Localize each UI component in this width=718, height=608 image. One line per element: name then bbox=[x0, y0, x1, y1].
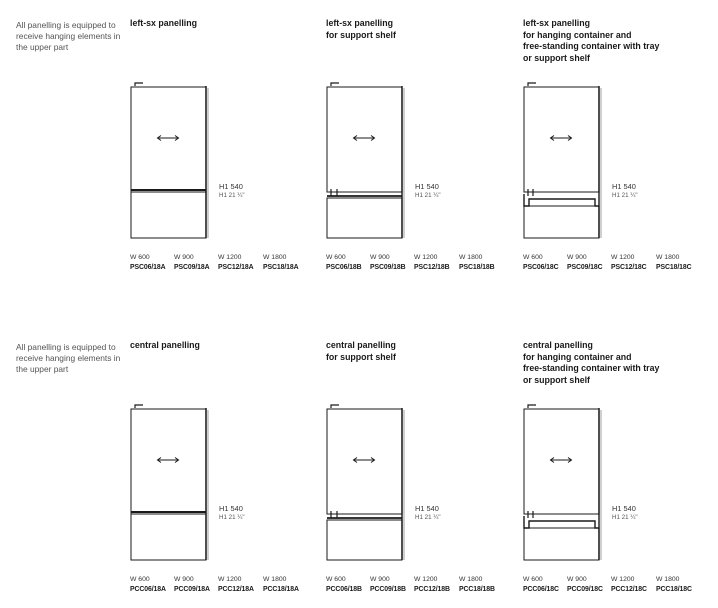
height-metric: H1 540 bbox=[415, 182, 439, 191]
product-code: PCC06/18B bbox=[326, 586, 362, 593]
width-label: W 600 bbox=[523, 576, 543, 583]
section-note: All panelling is equipped to receive hanging elements in the upper part bbox=[16, 342, 121, 374]
tray-outline bbox=[524, 194, 599, 206]
top-hook bbox=[528, 83, 536, 86]
tray-outline bbox=[524, 516, 599, 528]
height-label bbox=[612, 182, 638, 200]
width-label: W 1800 bbox=[263, 576, 287, 583]
height-metric: H1 540 bbox=[415, 504, 439, 513]
product-code: PCC09/18A bbox=[174, 586, 210, 593]
upper-panel bbox=[131, 409, 206, 514]
section-note: All panelling is equipped to receive hanging elements in the upper part bbox=[16, 20, 121, 52]
width-label: W 600 bbox=[326, 254, 346, 261]
panel-title: central panelling for hanging container and free-standing container with tray or support shelf bbox=[523, 340, 660, 385]
width-label: W 1200 bbox=[218, 254, 242, 261]
panel-title: left-sx panelling bbox=[130, 18, 197, 28]
top-hook bbox=[135, 83, 143, 86]
width-label: W 900 bbox=[174, 254, 194, 261]
upper-panel bbox=[327, 409, 402, 514]
product-code: PCC18/18A bbox=[263, 586, 299, 593]
height-label bbox=[415, 504, 441, 522]
width-label: W 1800 bbox=[656, 254, 680, 261]
height-metric: H1 540 bbox=[219, 182, 243, 191]
upper-panel bbox=[327, 87, 402, 192]
height-label bbox=[612, 504, 638, 522]
product-code: PCC12/18C bbox=[611, 586, 647, 593]
height-imperial: H1 21 ¼" bbox=[415, 192, 441, 199]
product-code: PSC09/18B bbox=[370, 264, 406, 271]
width-label: W 900 bbox=[567, 576, 587, 583]
lower-panel bbox=[131, 192, 206, 238]
product-code: PCC18/18C bbox=[656, 586, 692, 593]
lower-panel bbox=[327, 520, 402, 560]
lower-panel bbox=[524, 206, 599, 238]
height-label bbox=[415, 182, 441, 200]
product-code: PCC12/18A bbox=[218, 586, 254, 593]
product-code: PCC09/18B bbox=[370, 586, 406, 593]
panel-title: left-sx panelling for support shelf bbox=[326, 18, 396, 40]
height-metric: H1 540 bbox=[612, 504, 636, 513]
height-label bbox=[219, 504, 245, 522]
height-imperial: H1 21 ¼" bbox=[219, 192, 245, 199]
width-label: W 900 bbox=[370, 576, 390, 583]
width-label: W 1200 bbox=[414, 254, 438, 261]
width-label: W 1800 bbox=[656, 576, 680, 583]
product-code: PSC06/18B bbox=[326, 264, 362, 271]
product-code: PSC09/18A bbox=[174, 264, 210, 271]
panel-drawing bbox=[523, 82, 605, 242]
lower-panel bbox=[524, 528, 599, 560]
height-metric: H1 540 bbox=[219, 504, 243, 513]
product-code: PSC18/18B bbox=[459, 264, 495, 271]
width-label: W 900 bbox=[370, 254, 390, 261]
width-label: W 1800 bbox=[263, 254, 287, 261]
product-code: PCC06/18C bbox=[523, 586, 559, 593]
product-code: PSC12/18B bbox=[414, 264, 450, 271]
panel-drawing bbox=[130, 82, 212, 242]
width-label: W 1200 bbox=[414, 576, 438, 583]
panel-drawing bbox=[130, 404, 212, 564]
product-code: PCC09/18C bbox=[567, 586, 603, 593]
lower-panel bbox=[327, 198, 402, 238]
height-imperial: H1 21 ¼" bbox=[219, 514, 245, 521]
height-label bbox=[219, 182, 245, 200]
top-hook bbox=[135, 405, 143, 408]
panel-title: left-sx panelling for hanging container and free-standing container with tray or support shelf bbox=[523, 18, 660, 63]
top-hook bbox=[331, 405, 339, 408]
product-code: PSC18/18C bbox=[656, 264, 692, 271]
width-label: W 600 bbox=[326, 576, 346, 583]
height-imperial: H1 21 ¼" bbox=[612, 192, 638, 199]
product-code: PSC18/18A bbox=[263, 264, 299, 271]
width-label: W 1200 bbox=[611, 576, 635, 583]
width-label: W 1800 bbox=[459, 254, 483, 261]
width-label: W 900 bbox=[567, 254, 587, 261]
width-label: W 600 bbox=[523, 254, 543, 261]
height-imperial: H1 21 ¼" bbox=[612, 514, 638, 521]
panel-drawing bbox=[326, 404, 408, 564]
upper-panel bbox=[131, 87, 206, 192]
product-code: PSC06/18C bbox=[523, 264, 559, 271]
product-code: PSC12/18C bbox=[611, 264, 647, 271]
width-label: W 1800 bbox=[459, 576, 483, 583]
upper-panel bbox=[524, 87, 599, 192]
top-hook bbox=[331, 83, 339, 86]
product-code: PCC06/18A bbox=[130, 586, 166, 593]
top-hook bbox=[528, 405, 536, 408]
product-code: PSC12/18A bbox=[218, 264, 254, 271]
width-label: W 600 bbox=[130, 576, 150, 583]
width-label: W 900 bbox=[174, 576, 194, 583]
product-code: PCC12/18B bbox=[414, 586, 450, 593]
width-label: W 1200 bbox=[218, 576, 242, 583]
product-code: PCC18/18B bbox=[459, 586, 495, 593]
panel-drawing bbox=[326, 82, 408, 242]
upper-panel bbox=[524, 409, 599, 514]
height-metric: H1 540 bbox=[612, 182, 636, 191]
product-code: PSC09/18C bbox=[567, 264, 603, 271]
panel-title: central panelling for support shelf bbox=[326, 340, 396, 362]
product-code: PSC06/18A bbox=[130, 264, 166, 271]
width-label: W 1200 bbox=[611, 254, 635, 261]
height-imperial: H1 21 ¼" bbox=[415, 514, 441, 521]
panel-drawing bbox=[523, 404, 605, 564]
width-label: W 600 bbox=[130, 254, 150, 261]
lower-panel bbox=[131, 514, 206, 560]
panel-title: central panelling bbox=[130, 340, 200, 350]
